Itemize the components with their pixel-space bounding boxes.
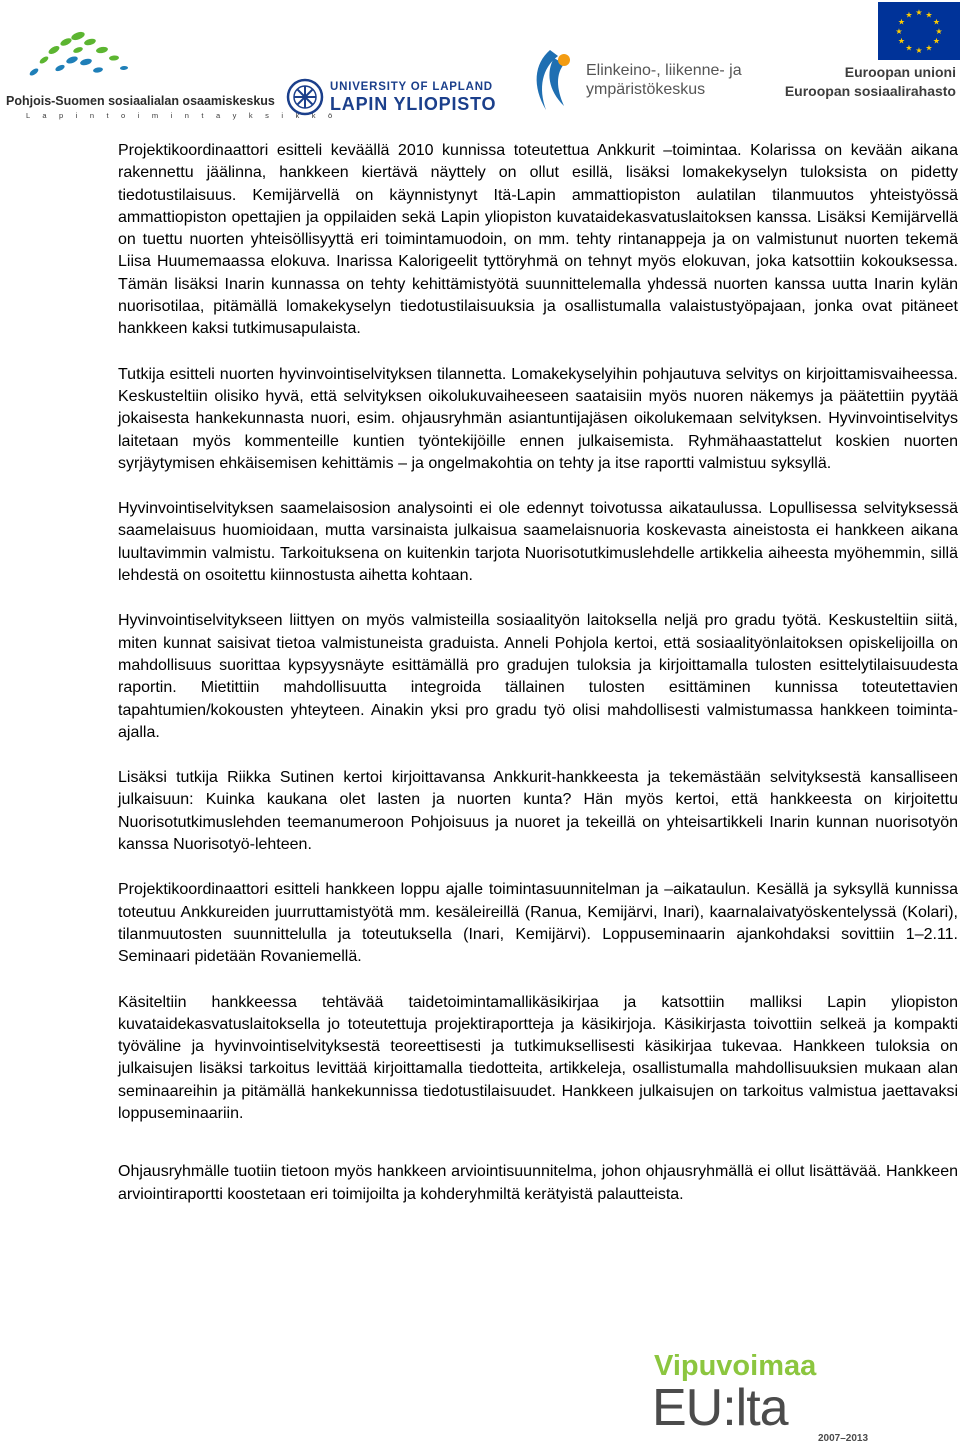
eu-flag-icon: [878, 2, 960, 60]
university-of-lapland-logo: [286, 72, 500, 122]
paragraph: Ohjausryhmälle tuotiin tietoon myös hankkeen arviointisuunnitelma, johon ohjausryhmällä ei ollut lisättävää. Hankkeen arviointiraportti koostetaan eri toimijoilta ja kohderyhmiltä kerätyistä palautteista.: [118, 1163, 958, 1203]
paragraph: Käsiteltiin hankkeessa tehtävää taidetoimintamallikäsikirjaa ja katsottiin malliksi Lapin yliopiston kuvataidekasvatuslaitoksella jo toteutettuja projektiraportteja ja käsikirjoja. Käsikirjasta toivottiin selkeä ja kompakti työväline ja hyvinvointiselvityksestä teoreettisesti ja tutkimuksellisesti käsikirjaa tukevaa. Hankkeen tuloksia on julkaisujen lisäksi tarkoitus levittää kirjoittamalla tiedotteita, artikkeleja, osallistumalla mahdollisuuksien mukaan alan seminaareihin ja pitämällä hankekunnissa tiedotustilaisuudet. Hankkeen julkaisujen on tarkoitus valmistua jaettavaksi loppuseminaariin.: [118, 993, 958, 1122]
document-body: [118, 140, 958, 1229]
svg-text:★: ★: [915, 46, 923, 55]
svg-text:★: ★: [897, 17, 906, 27]
paragraph: Lisäksi tutkija Riikka Sutinen kertoi kirjoittavansa Ankkurit-hankkeesta ja tekemästään selvityksestä kansalliseen julkaisuun: Kuinka kaukana olet lasten ja nuorten kunta? Hän myös kertoi, että hankkeesta on kirjoitettu Nuorisotutkimuslehden teemanumeroon Pohjoisuus ja nuoret ja tekeillä on yhteisartikkeli Inarin kunnan nuorisotyön kanssa Nuorisotyö-lehteen.: [118, 769, 958, 854]
leaf-cluster-icon: [14, 28, 144, 90]
svg-text:★: ★: [897, 36, 906, 46]
vipuvoimaa-logo: [652, 1350, 869, 1450]
svg-text:★: ★: [905, 43, 913, 53]
paragraph: Hyvinvointiselvityksen saamelaisosion analysointi ei ole edennyt toivotussa aikataulussa. Lopullisessa selvityksessä saamelaisuus huomioidaan, mutta varsinaista julkaisua saamelaisnuoria koskevasta aineistosta ei hankkeen aikana luultavimmin valmistu. Tarkoituksena on kuitenkin tarjota Nuorisotutkimuslehdelle artikkelia aiheesta myöhemmin, sillä lehdestä on osoitettu kiinnostusta aihetta kohtaan.: [118, 500, 958, 585]
svg-text:★: ★: [905, 10, 913, 20]
vipuvoimaa-title: Vipuvoimaa: [654, 1350, 817, 1382]
ely-swoosh-icon: [524, 46, 580, 116]
eu-logo: [780, 0, 960, 110]
svg-text:★: ★: [932, 17, 941, 27]
university-seal-icon: [286, 78, 324, 116]
svg-text:★: ★: [925, 10, 933, 20]
ely-centre-logo: [524, 46, 754, 116]
vipuvoimaa-eu-text: EU:lta: [652, 1379, 788, 1437]
paragraph: Tutkija esitteli nuorten hyvinvointiselvityksen tilannetta. Lomakekyselyihin pohjautuva selvitys on kirjoittamisvaiheessa. Keskusteltiin olisiko hyvä, että selvityksen oikolukuvaiheeseen saataisiin myös nuoren näkemys ja päätettiin pyytää jokaisesta hankekunnasta nuori, esim. ohjausryhmän asiantuntijajäsen oikolukemaan selvityksen. Hyvinvointiselvitys laitetaan myös kommenteille kuntien työntekijöille ennen julkaisemista. Ryhmähaastattelut koskien nuorten syrjäytymisen ehkäisemisen kehittämis – ja ongelmakohtia on tehty ja itse raportti valmistuu syksyllä.: [118, 365, 958, 472]
vipuvoimaa-years: 2007–2013: [818, 1433, 869, 1444]
ely-name-line1: Elinkeino-, liikenne- ja: [586, 62, 742, 79]
svg-text:★: ★: [932, 36, 941, 46]
svg-text:★: ★: [895, 27, 903, 36]
ely-name-line2: ympäristökeskus: [586, 81, 706, 98]
eu-name: Euroopan unioni: [844, 64, 956, 80]
university-name-en: UNIVERSITY OF LAPLAND: [330, 81, 493, 93]
svg-text:★: ★: [915, 8, 923, 17]
paragraph: Hyvinvointiselvitykseen liittyen on myös valmisteilla sosiaalityön laitoksella neljä pro gradu työtä. Keskusteltiin siitä, miten kunnat saisivat tietoa valmistuneista graduista. Anneli Pohjola kertoi, että sosiaalityönlaitoksen opiskelijoilla on mahdollisuus suorittaa kypsyysnäyte esittämällä pro gradujen tuloksia ja kirjoittamalla tulosten esittelytilaisuudesta raportin. Mietittiin mahdollisuutta integroida tällainen tulosten esittäminen kunnissa toteutettavien tapahtumien/kokousten yhteyteen. Ainakin yksi pro gradu työ olisi mahdollisesti valmistumassa hankkeen toiminta-ajalla.: [118, 612, 958, 741]
psso-logo: [0, 28, 338, 120]
paragraph: Projektikoordinaattori esitteli keväällä 2010 kunnissa toteutettua Ankkurit –toimintaa. Kolarissa on kevään aikana rakennettu jäälinna, hankkeen kiertävä näyttely on ollut esillä, lisäksi lomakekyselyn tuloksista on pidetty tiedotustilaisuus. Kemijärvellä on käynnistynyt Itä-Lapin ammattiopiston aulatilan tilanmuutos yhteistyössä ammattiopiston opettajien ja oppilaiden sekä Lapin yliopiston kuvataidekasvatuslaitoksen kanssa. Lisäksi Kemijärvellä on tuettu nuorten yhteisöllisyyttä eri toimintamuodoin, on mm. tehty rintanappeja ja on valmistunut nuorten tekemä Liisa Huumemaassa elokuva. Inarissa Kalorigeelit tyttöryhmä on tehnyt myös elokuvan, joka katsottiin kokouksessa. Tämän lisäksi Inarin kunnassa on tehty kehittämistyötä suunnittelemalla yhdessä nuorten kanssa uutta Inarin kylän nuorisotilaa, pitämällä lomakekyselyn tiedotustilaisuuksia ja osallistumalla valaistustyöpajaan, jonka ovat pitäneet hankkeen kaksi tutkimusapulaista.: [118, 142, 958, 338]
paragraph: Projektikoordinaattori esitteli hankkeen loppu ajalle toimintasuunnitelman ja –aikataulun. Kesällä ja syksyllä kunnissa toteutuu Ankkureiden juurruttamistyötä mm. kesäleireillä (Ranua, Kemijärvi, Inari), kaarnalaivatyöskentelyssä (Kolari), tilanmuutosten suunnittelulla ja toteutuksella (Inari, Kemijärvi). Loppuseminaarin ajankohdaksi sovittiin 1–2.11. Seminaari pidetään Rovaniemellä.: [118, 881, 958, 966]
esf-name: Euroopan sosiaalirahasto: [784, 83, 956, 99]
psso-name: Pohjois-Suomen sosiaalialan osaamiskeskus: [6, 94, 275, 108]
psso-subtitle: L a p i n t o i m i n t a y k s i k k ö: [26, 111, 338, 120]
university-name-fi: LAPIN YLIOPISTO: [330, 94, 497, 114]
svg-text:★: ★: [935, 27, 943, 36]
svg-text:★: ★: [925, 43, 933, 53]
